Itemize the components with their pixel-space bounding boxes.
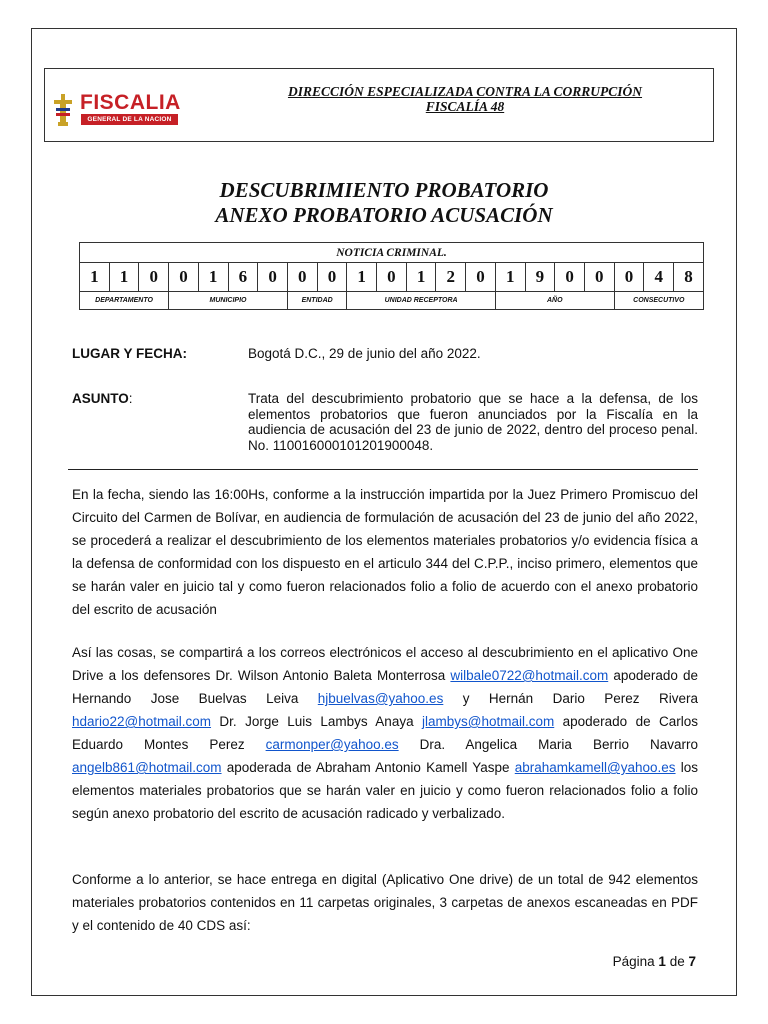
- divider: [68, 469, 698, 470]
- digit-cell: 0: [584, 263, 614, 292]
- header-line-2: FISCALÍA 48: [425, 99, 505, 114]
- email-link[interactable]: carmonper@yahoo.es: [265, 737, 399, 752]
- digit-cell: 2: [436, 263, 466, 292]
- para2-text: Dr. Jorge Luis Lambys Anaya: [211, 714, 422, 729]
- current-page: 1: [658, 954, 666, 969]
- total-pages: 7: [688, 954, 696, 969]
- noticia-criminal-table: [79, 242, 704, 310]
- paragraph-1: En la fecha, siendo las 16:00Hs, conforme a la instrucción impartida por la Juez Primero Promiscuo del Circuito del Carmen de Bolívar, en audiencia de formulación de acusación del 23 de junio del año 2022, se procederá a realizar el descubrimiento de los elementos materiales probatorios y/o evidencia física a la defensa de conformidad con los dispuesto en el articulo 344 del C.P.P., inciso primero, elementos que se harán valer en juicio tal y como fueron relacionados folio a folio de acuerdo con el anexo probatorio del escrito de acusación: [72, 487, 698, 617]
- digit-cell: 0: [555, 263, 585, 292]
- para2-text: y Hernán Dario Perez Rivera: [443, 691, 698, 706]
- lugar-label: LUGAR Y FECHA:: [72, 346, 188, 361]
- para2-text: apoderado de Hernando Jose Buelvas Leiva: [72, 668, 698, 706]
- email-link[interactable]: angelb861@hotmail.com: [72, 760, 222, 775]
- asunto-colon: :: [128, 391, 133, 406]
- header-title: [230, 84, 700, 114]
- title-line-2: ANEXO PROBATORIO ACUSACIÓN: [215, 203, 553, 227]
- de-label: de: [669, 954, 685, 969]
- para2-text: apoderada de Abraham Antonio Kamell Yaspe: [221, 760, 515, 775]
- header-line-1: DIRECCIÓN ESPECIALIZADA CONTRA LA CORRUPCIÓN: [287, 84, 643, 99]
- label-consecutivo: CONSECUTIVO: [614, 292, 703, 310]
- digit-cell: 0: [317, 263, 347, 292]
- email-link[interactable]: hjbuelvas@yahoo.es: [317, 691, 444, 706]
- title-line-1: DESCUBRIMIENTO PROBATORIO: [219, 178, 549, 202]
- paragraph-3: Conforme a lo anterior, se hace entrega en digital (Aplicativo One drive) de un total de 942 elementos materiales probatorios contenidos en 11 carpetas originales, 3 carpetas de anexos escaneadas en PDF y el contenido de 40 CDS así:: [72, 872, 698, 933]
- digit-cell: 0: [614, 263, 644, 292]
- digit-cell: 9: [525, 263, 555, 292]
- logo-subtitle: GENERAL DE LA NACION: [81, 114, 178, 125]
- paragraph-2: [72, 641, 698, 825]
- digit-cell: 0: [169, 263, 199, 292]
- lugar-value: Bogotá D.C., 29 de junio del año 2022.: [248, 346, 481, 361]
- digit-cell: 0: [466, 263, 496, 292]
- digit-cell: 0: [377, 263, 407, 292]
- noticia-heading: NOTICIA CRIMINAL.: [80, 243, 704, 263]
- digit-cell: 0: [139, 263, 169, 292]
- para2-text: apoderado de Carlos Eduardo Montes Perez: [72, 714, 699, 752]
- crest-icon: [50, 92, 76, 128]
- label-ano: AÑO: [495, 292, 614, 310]
- email-link[interactable]: abrahamkamell@yahoo.es: [514, 760, 676, 775]
- label-municipio: MUNICIPIO: [169, 292, 288, 310]
- para2-text: los elementos materiales probatorios que se harán valer en juicio y como fueron relacionados folio a folio según anexo probatorio del escrito de acusación radicado y verbalizado.: [72, 760, 698, 821]
- digit-cell: 1: [80, 263, 110, 292]
- digit-cell: 1: [495, 263, 525, 292]
- digit-cell: 6: [228, 263, 258, 292]
- email-link[interactable]: hdario22@hotmail.com: [72, 714, 212, 729]
- para2-text: Así las cosas, se compartirá a los correos electrónicos el acceso al descubrimiento en el aplicativo One Drive a los defensores Dr. Wilson Antonio Baleta Monterrosa: [72, 645, 698, 683]
- digit-cell: 8: [674, 263, 704, 292]
- digit-cell: 1: [406, 263, 436, 292]
- label-entidad: ENTIDAD: [287, 292, 346, 310]
- asunto-label-wrap: [72, 391, 133, 406]
- digit-cell: 4: [644, 263, 674, 292]
- asunto-label: ASUNTO: [72, 391, 129, 406]
- email-link[interactable]: jlambys@hotmail.com: [421, 714, 555, 729]
- digit-cell: 1: [109, 263, 139, 292]
- label-departamento: DEPARTAMENTO: [80, 292, 169, 310]
- page-number: [613, 954, 696, 969]
- asunto-value: Trata del descubrimiento probatorio que se hace a la defensa, de los elementos probatorios que fueron anunciados por la Fiscalía en la audiencia de acusación del 23 de junio de 2022, dentro del proceso penal. No. 110016000101201900048.: [248, 391, 698, 453]
- document-title: [100, 178, 668, 228]
- label-unidad-receptora: UNIDAD RECEPTORA: [347, 292, 496, 310]
- digit-cell: 1: [198, 263, 228, 292]
- para2-text: Dra. Angelica Maria Berrio Navarro: [398, 737, 698, 752]
- logo-wordmark: FISCALIA: [80, 91, 181, 114]
- email-link[interactable]: wilbale0722@hotmail.com: [450, 668, 609, 683]
- digit-cell: 0: [287, 263, 317, 292]
- digit-cell: 0: [258, 263, 288, 292]
- pagina-label: Página: [612, 954, 655, 969]
- digit-cell: 1: [347, 263, 377, 292]
- fiscalia-logo: [50, 92, 188, 128]
